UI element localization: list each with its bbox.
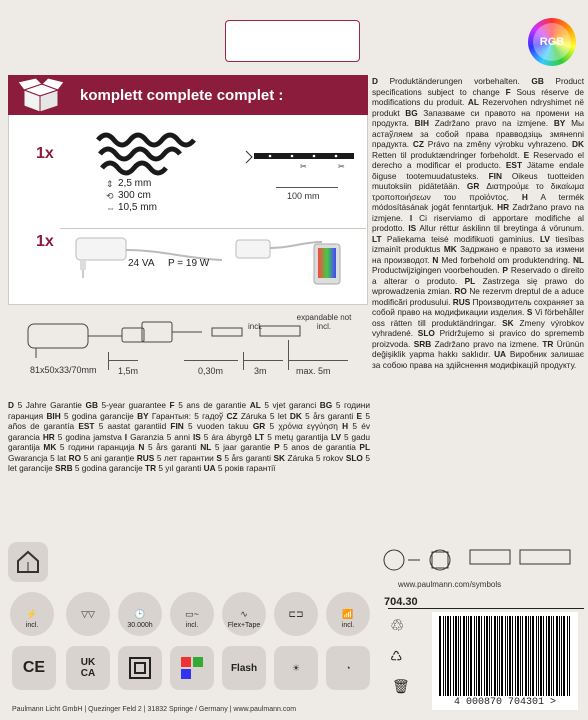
row2-qty: 1x	[36, 233, 54, 250]
spec-thickness: 2,5 mm	[118, 178, 152, 189]
mounting-symbols	[380, 540, 580, 580]
power-supply-image	[72, 232, 242, 292]
plug-incl-caption: incl.	[25, 622, 39, 629]
connector-icon: ⊏⊐	[274, 592, 318, 636]
footer-address: Paulmann Licht GmbH | Quezinger Feld 2 | 31832 Springe / Germany | www.paulmann.com	[12, 706, 297, 713]
barcode-digits: 4 000870 704301 >	[453, 697, 557, 708]
length-cable-1: 1,5m	[118, 366, 139, 376]
pap-recycle-icon: ♺	[390, 648, 403, 664]
contents-title: komplett complete complet :	[80, 86, 284, 104]
clock-lifetime-caption: 30.000h	[127, 622, 153, 629]
class-ii-icon	[118, 646, 162, 690]
hang-window	[225, 20, 360, 62]
barcode	[432, 612, 578, 710]
pennant-icon: ▽▽	[66, 592, 110, 636]
controller-remote-image	[232, 232, 352, 292]
ukca-icon: UK CA	[66, 646, 110, 690]
row1-qty: 1x	[36, 145, 54, 162]
driver-incl-caption: incl.	[185, 622, 199, 629]
indoor-icon	[8, 542, 48, 582]
incl-label: incl.	[248, 322, 263, 331]
plug-incl-icon: ⚡	[10, 592, 54, 636]
remote-incl-icon: 📶	[326, 592, 370, 636]
ce-icon: CE	[12, 646, 56, 690]
guarantee-text: D 5 Jahre Garantie GB 5-year guarantee F 5 ans de garantie AL 5 vjet garanci BG 5 години гаранция BIH 5 godina garancije BY Гарантыя: 5 гадоў CZ Záruka 5 let DK 5 års garanti E 5 años de garantía EST 5 aastat garantiid FIN 5 vuoden takuu GR 5 χρόνια εγγύηση H 5 év garancia HR 5 godina jamstva I Garanzia 5 anni IS 5 ára ábyrgð LT 5 metų garantija LV 5 gadu garantija MK 5 години гаранција N 5 års garanti NL 5 jaar garantie P 5 anos de garantia PL Gwarancja 5 lat RO 5 ani garanție RUS 5 лет гарантии S 5 års garanti SK Záruka 5 rokov SLO 5 let garancije SRB 5 godina garancije TR 5 yıl garanti UA 5 років гарантії	[8, 400, 371, 473]
clock-lifetime-icon: 🕒	[118, 592, 162, 636]
spec-length: 300 cm	[118, 190, 151, 201]
length-strip: 3m	[254, 366, 267, 376]
box-icon	[16, 78, 66, 114]
length-cable-2: 0,30m	[198, 366, 224, 376]
recycle-icon: ♲	[390, 618, 405, 635]
rgb-colours-icon	[170, 646, 214, 690]
dimmable-icon: ☀	[274, 646, 318, 690]
remote-incl-caption: incl.	[341, 622, 355, 629]
bin-icon: 🗑	[392, 678, 410, 694]
flex-tape-caption: Flex+Tape	[227, 622, 261, 629]
length-max: max. 5m	[296, 366, 331, 376]
rgb-label: RGB	[539, 36, 565, 48]
spec-va: 24 VA	[128, 258, 155, 269]
spec-icons: ⇕ ⟲ ⇔	[106, 179, 115, 213]
svg-text:✂: ✂	[338, 162, 345, 171]
tech-diagram	[22, 318, 322, 358]
rgb-badge	[528, 18, 576, 66]
flash-icon: Flash	[222, 646, 266, 690]
article-number: 704.30	[384, 596, 418, 608]
product-change-notice: D Produktänderungen vorbehalten. GB Product specifications subject to change F Sous réserve de modifications du produit. AL Rezervohen ndryshimet në produkt BG Запазваме си правото на промени на продукта. BIH Zadržano pravo na izmjene. BY Мы астаўляем за собой права правводзіць змянenni прадукта. CZ Právo na změny výrobku vyhrazeno. DK Retten til produktændringer forbeholdt. E Reservado el derecho a modificar el producto. EST Jätame endale õiguse tootemuudatusteks. FIN Oikeus tuotteiden muutoksiin pidätetään. GR Διατηρούμε το δικαίωμα τροποποιήσεων του προϊόντος. H A termék módosításának jogát fenntartjuk. HR Zadržano pravo na izmjene. I Ci riserviamo di apportare modifiche al prodotto. IS Allur réttur áskilinn til breytinga á vörunum. LT Paliekama teisė modifikuoti gaminius. LV tiesības izmainīt produktus MK Задржано е правото за измени на производот. N Med forbehold om produktendring. NL Productwijzigingen voorbehouden. P Reservado o direito a alterar o produto. PL Zastrzega się prawo do wprowadzenia zmian. RO Ne rezervm dreptul de a aduce modificări produsului. RUS Производитель сохраняет за собой право на модификации изделия. S Vi förbehåller oss rätten till produktändringar. SK Zmeny výrobkov vyhradené. SLO Pridržujemo si pravico do sprememb proizvoda. SRB Zadržano pravo na izmene. TR Ürünün değişiklik yapma hakkı saklıdır. UA Виробник залишає за собою права на здійснення модифікацій продукту.	[372, 76, 585, 370]
remote-icon: ◔	[326, 646, 370, 690]
symbols-url: www.paulmann.com/symbols	[398, 580, 502, 589]
box-dimensions: 81x50x33/70mm	[30, 365, 97, 375]
expandable-label: expandable not incl.	[296, 313, 352, 331]
svg-text:✂: ✂	[300, 162, 307, 171]
spec-width: 10,5 mm	[118, 202, 157, 213]
cut-length: 100 mm	[287, 191, 320, 201]
spec-power: P = 19 W	[168, 258, 210, 269]
cut-strip-image	[240, 145, 360, 175]
flex-tape-icon: ∿	[222, 592, 266, 636]
driver-incl-icon: ▭~	[170, 592, 214, 636]
